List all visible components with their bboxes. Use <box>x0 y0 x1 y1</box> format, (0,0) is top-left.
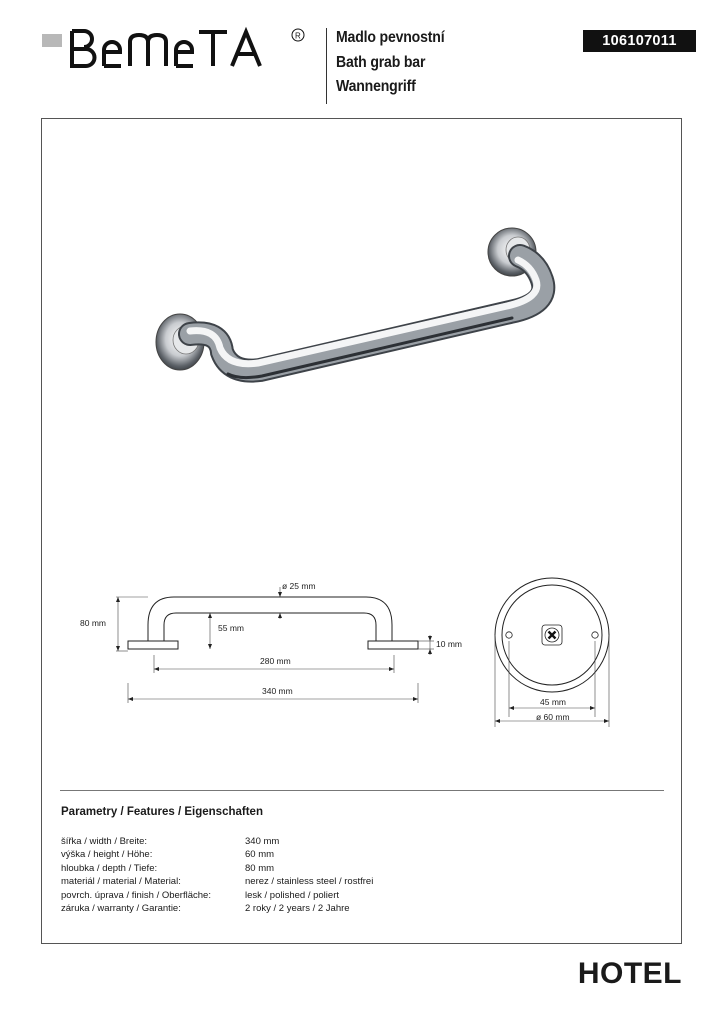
params-title: Parametry / Features / Eigenschaften <box>61 806 263 818</box>
params-table <box>61 835 373 915</box>
dim-screw-spacing: 45 mm <box>540 697 566 707</box>
param-value: 80 mm <box>245 862 275 874</box>
title-en: Bath grab bar <box>336 53 426 71</box>
param-label: hloubka / depth / Tiefe: <box>61 862 158 874</box>
category-label: HOTEL <box>577 957 682 990</box>
param-value: 60 mm <box>245 849 275 861</box>
param-label: výška / height / Höhe: <box>61 849 153 861</box>
param-row <box>61 862 373 875</box>
header-divider <box>326 28 327 104</box>
brand-logo <box>42 24 312 74</box>
param-value: nerez / stainless steel / rostfrei <box>245 876 374 888</box>
param-row <box>61 848 373 861</box>
dim-bar-diameter: ø 25 mm <box>282 581 316 591</box>
param-row <box>61 835 373 848</box>
dim-height-inner: 55 mm <box>218 623 244 633</box>
dim-inner-span: 280 mm <box>260 656 291 666</box>
bemeta-logo-graphic <box>42 24 312 74</box>
dim-total-length: 340 mm <box>262 686 293 696</box>
param-value: 2 roky / 2 years / 2 Jahre <box>245 903 350 915</box>
param-value: 340 mm <box>245 836 280 847</box>
dim-height-outer: 80 mm <box>80 618 106 628</box>
param-row <box>61 875 373 888</box>
param-value: lesk / polished / poliert <box>245 889 339 901</box>
product-titles <box>336 26 459 100</box>
product-image <box>150 212 570 397</box>
param-row <box>61 902 373 915</box>
dim-rosette-diameter: ø 60 mm <box>536 712 570 722</box>
param-label: materiál / material / Material: <box>61 876 181 888</box>
svg-text:R: R <box>295 31 301 41</box>
title-de: Wannengriff <box>336 78 416 95</box>
param-label: záruka / warranty / Garantie: <box>61 903 181 915</box>
param-label: šířka / width / Breite: <box>61 836 148 847</box>
product-code: 106107011 <box>583 30 696 52</box>
dim-base-thickness: 10 mm <box>436 639 462 649</box>
section-divider <box>60 790 664 791</box>
technical-drawing <box>70 575 630 735</box>
title-cz: Madlo pevnostní <box>336 29 445 46</box>
param-label: povrch. úprava / finish / Oberfläche: <box>61 889 211 901</box>
param-row <box>61 889 373 902</box>
